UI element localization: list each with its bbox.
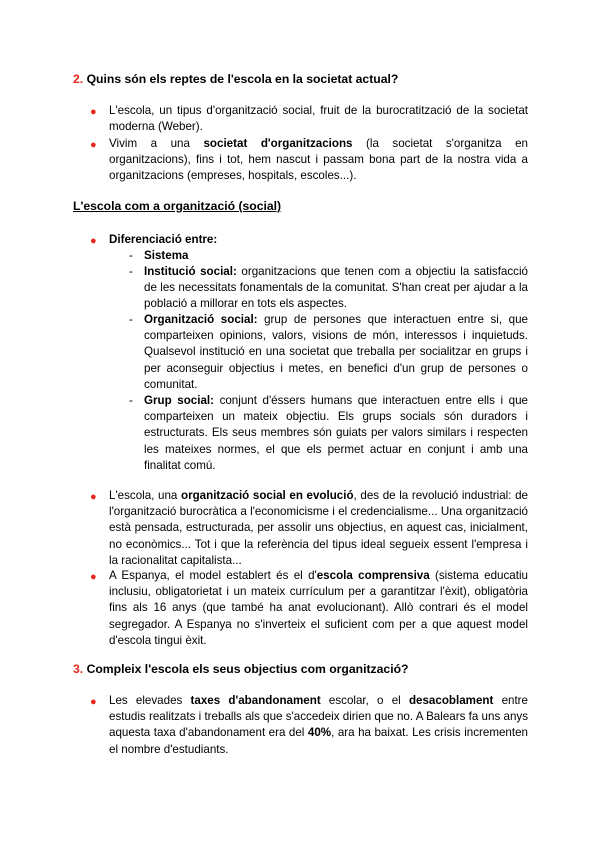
bullet-icon: ● (90, 696, 97, 708)
section-3-number: 3. (73, 662, 84, 676)
bullet-icon: ● (90, 106, 97, 118)
dash-icon: - (129, 394, 133, 407)
section-3-paragraph: Les elevades taxes d'abandonament escolar, o el desacoblament entre estudis realitzats i treballs als que s'accedeix dirien que no. A Balears fa uns anys aquesta taxa d'abandonament era del 40%, ara ha baixat. Les crisis incrementen el nombre d'estudiants. (109, 694, 528, 756)
bullet-icon: ● (90, 139, 97, 151)
evolution-paragraph: L'escola, una organització social en evolució, des de la revolució industrial: de l'organització burocràtica a l'economicisme i el credencialisme... Una organització està pensada, estructurada, per assolir uns objectius, en aquest cas, inicialment, no econòmics... Tot i que la referència del tipus ideal segueix essent l'empresa i la racionalitat capitalista... (109, 489, 528, 567)
section-2-heading (73, 72, 398, 86)
bullet-icon: ● (90, 491, 97, 503)
subsection-title: L'escola com a organització (social) (73, 199, 282, 213)
dash-icon: - (129, 313, 133, 326)
item-organitzacio: Organització social: grup de persones que interactuen entre si, que comparteixen opinions, valors, visions de món, interessos i inquietuds. Qualsevol institució en una societat que treballa per socialitzar en grups i per aconseguir objectius i metes, en benefici d'un grup de persones o comunitat. (144, 313, 528, 391)
dash-icon: - (129, 265, 133, 278)
bullet-icon: ● (90, 235, 97, 247)
item-institucio: Institució social: organitzacions que tenen com a objectiu la satisfacció de les necessitats fonamentals de la comunitat. S'han creat per ajudar a la població a millorar en tots els aspectes. (144, 265, 528, 311)
section-3-title: Compleix l'escola els seus objectius com organització? (86, 662, 409, 676)
bullet-icon: ● (90, 571, 97, 583)
dash-icon: - (129, 249, 133, 262)
spain-paragraph: A Espanya, el model establert és el d'escola comprensiva (sistema educatiu inclusiu, obligatorietat i un mateix currículum per a garantitzar l'èxit), obligatòria fins als 16 anys (que també ha anat evolucionant). Allò contrari és el model segregador. A Espanya no s'inverteix el suficient com per a que aquest model d'escola tingui èxit. (109, 569, 528, 647)
diff-label: Diferenciació entre: (109, 233, 218, 246)
section-2-number: 2. (73, 72, 84, 86)
section-2-bullet-1: L'escola, un tipus d'organització social, fruit de la burocratització de la societat moderna (Weber). (109, 104, 528, 134)
section-2-bullet-2: Vivim a una societat d'organitzacions (la societat s'organitza en organitzacions), fins i tot, hem nascut i passam bona part de la nostra vida a organitzacions (empreses, hospitals, escoles...). (109, 137, 528, 183)
section-2-title: Quins són els reptes de l'escola en la societat actual? (86, 72, 399, 86)
item-grup: Grup social: conjunt d'éssers humans que interactuen entre ells i que comparteixen un mateix objectiu. Els grups socials són duradors i estructurats. Els seus membres són guiats per valors similars i respecten les mateixes normes, el que els permet actuar en conjunt i amb una finalitat comú. (144, 394, 528, 472)
section-3-heading (73, 662, 408, 676)
item-sistema: Sistema (144, 249, 189, 262)
